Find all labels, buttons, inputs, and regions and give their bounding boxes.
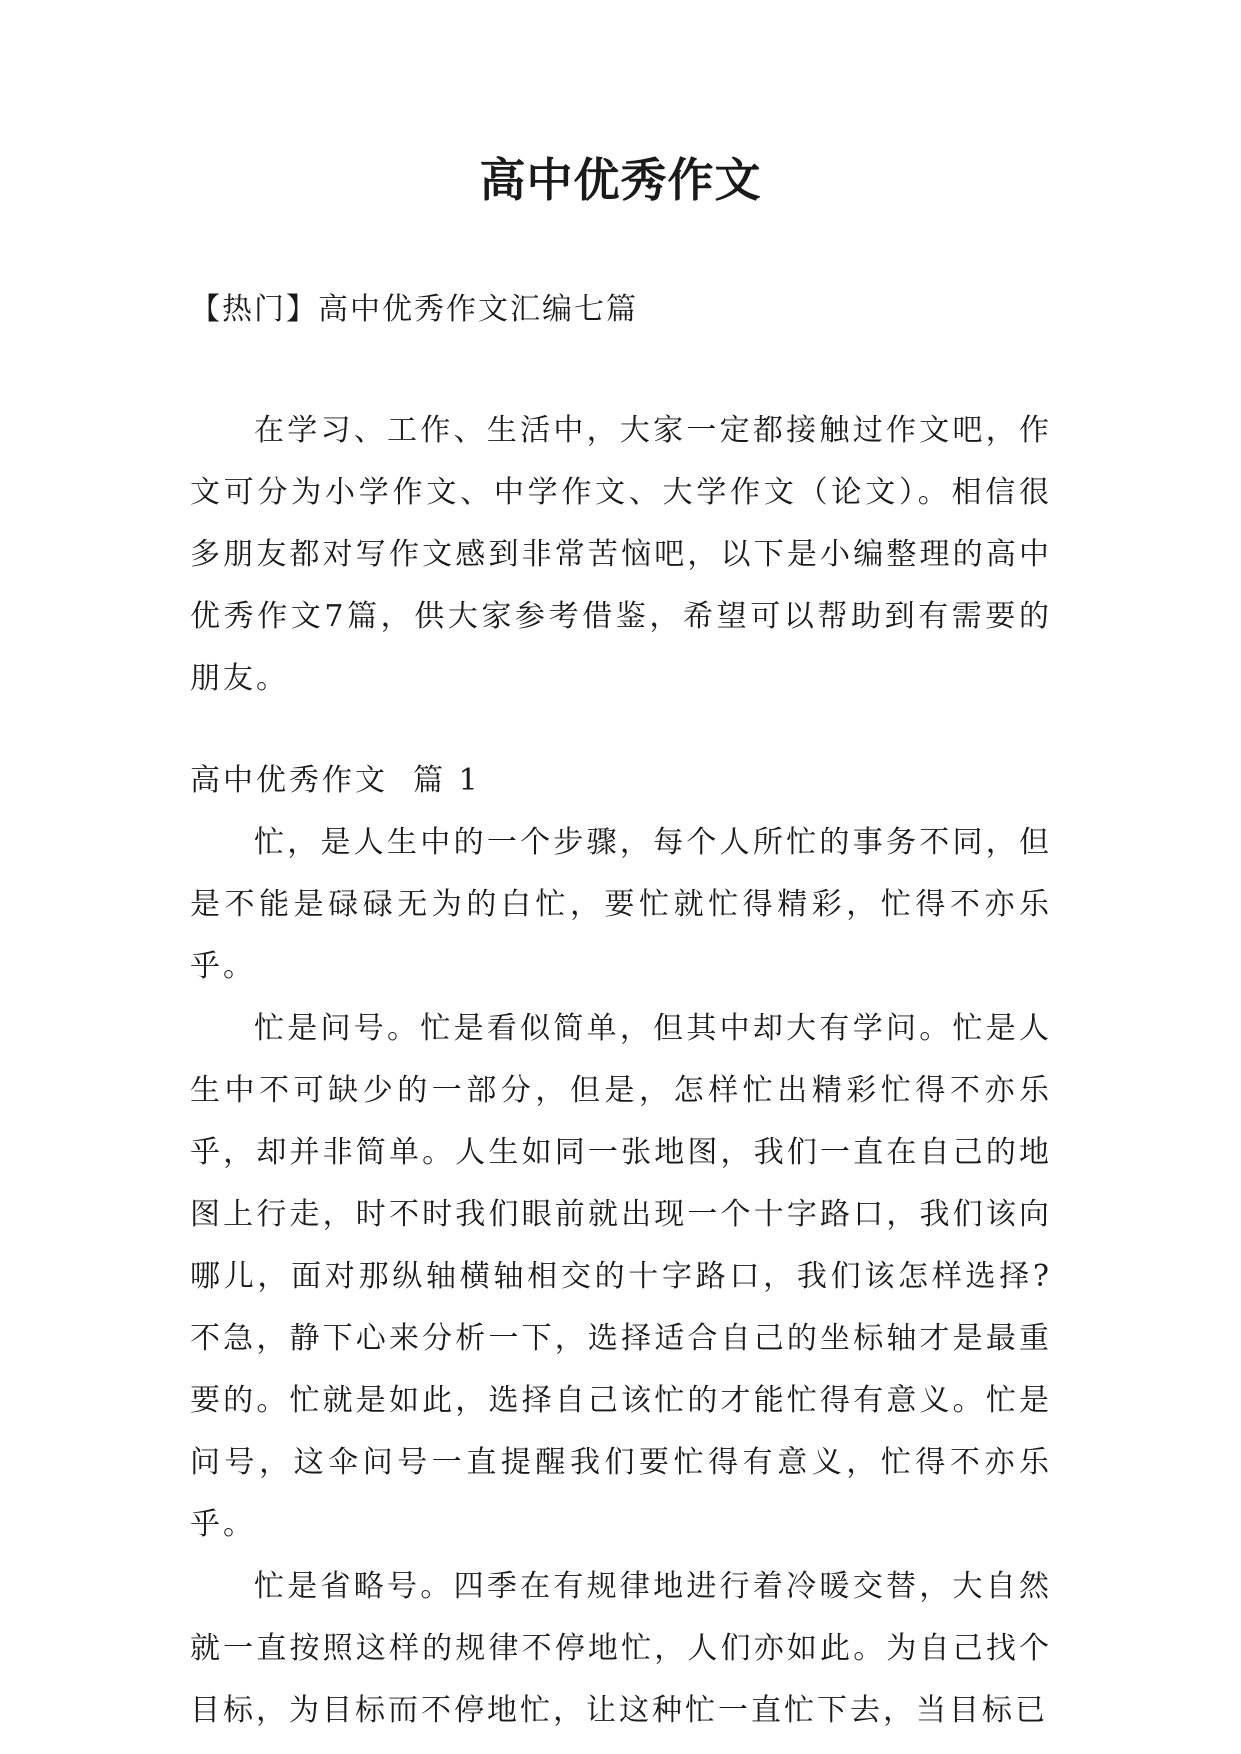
article-paragraph: 忙是问号。忙是看似简单，但其中却大有学问。忙是人生中不可缺少的一部分，但是，怎样忙出精彩忙得不亦乐乎，却并非简单。人生如同一张地图，我们一直在自己的地图上行走，时不时我们眼前就出现一个十字路口，我们该向哪儿，面对那纵轴横轴相交的十字路口，我们该怎样选择?不急，静下心来分析一下，选择适合自己的坐标轴才是最重要的。忙就是如此，选择自己该忙的才能忙得有意义。忙是问号，这伞问号一直提醒我们要忙得有意义，忙得不亦乐乎。	[190, 1011, 1052, 1542]
document-title: 高中优秀作文	[479, 153, 762, 207]
article-heading: 高中优秀作文 篇 1	[190, 763, 481, 798]
document-subtitle: 【热门】高中优秀作文汇编七篇	[190, 292, 638, 327]
article-paragraph: 忙是省略号。四季在有规律地进行着冷暖交替，大自然就一直按照这样的规律不停地忙，人们亦如此。为自己找个目标，为目标而不停地忙，让这种忙一直忙下去，当目标已	[190, 1569, 1052, 1728]
article-paragraph: 忙，是人生中的一个步骤，每个人所忙的事务不同，但是不能是碌碌无为的白忙，要忙就忙得精彩，忙得不亦乐乎。	[190, 825, 1052, 984]
intro-paragraph: 在学习、工作、生活中，大家一定都接触过作文吧，作文可分为小学作文、中学作文、大学作文（论文）。相信很多朋友都对写作文感到非常苦恼吧，以下是小编整理的高中优秀作文7篇，供大家参考借鉴，希望可以帮助到有需要的朋友。	[190, 413, 1052, 696]
article-section	[190, 750, 1052, 1742]
intro-section	[190, 400, 1052, 710]
